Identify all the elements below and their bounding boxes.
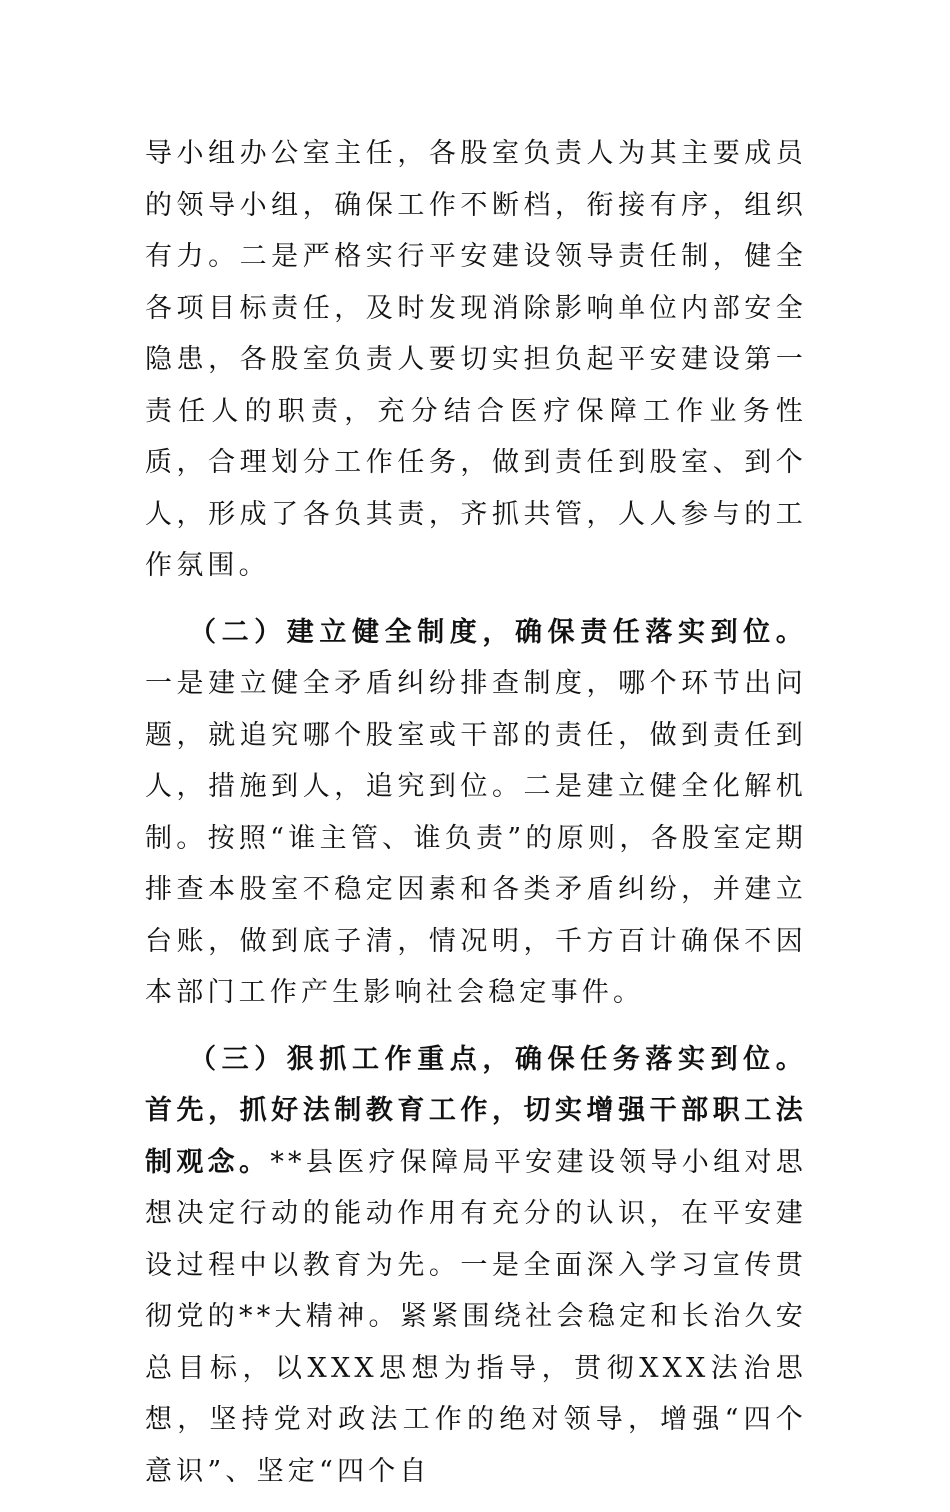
paragraph-text: 一是建立健全矛盾纠纷排查制度，哪个环节出问题，就追究哪个股室或干部的责任，做到责任到人，措施到人，追究到位。二是建立健全化解机制。按照“谁主管、谁负责”的原则，各股室定期排查本股室不稳定因素和各类矛盾纠纷，并建立台账，做到底子清，情况明，千方百计确保不因本部门工作产生影响社会稳定事件。: [145, 668, 807, 1008]
document-body: [145, 128, 807, 1512]
section-heading-3: （三）狠抓工作重点，确保任务落实到位。首先，抓好法制教育工作，切实增强干部职工法制观念。: [145, 1043, 807, 1178]
section-heading-2: （二）建立健全制度，确保责任落实到位。: [189, 616, 807, 648]
paragraph-section-2: [145, 607, 807, 1019]
paragraph-continuation: [145, 128, 807, 592]
paragraph-text: **县医疗保障局平安建设领导小组对思想决定行动的能动作用有充分的认识，在平安建设过程中以教育为先。一是全面深入学习宣传贯彻党的**大精神。紧紧围绕社会稳定和长治久安总目标，以XXX思想为指导，贯彻XXX法治思想，坚持党对政法工作的绝对领导，增强“四个意识”、坚定“四个自: [145, 1146, 807, 1487]
paragraph-section-3: [145, 1034, 807, 1498]
paragraph-text: 导小组办公室主任，各股室负责人为其主要成员的领导小组，确保工作不断档，衔接有序，组织有力。二是严格实行平安建设领导责任制，健全各项目标责任，及时发现消除影响单位内部安全隐患，各股室负责人要切实担负起平安建设第一责任人的职责，充分结合医疗保障工作业务性质，合理划分工作任务，做到责任到股室、到个人，形成了各负其责，齐抓共管，人人参与的工作氛围。: [145, 138, 807, 581]
